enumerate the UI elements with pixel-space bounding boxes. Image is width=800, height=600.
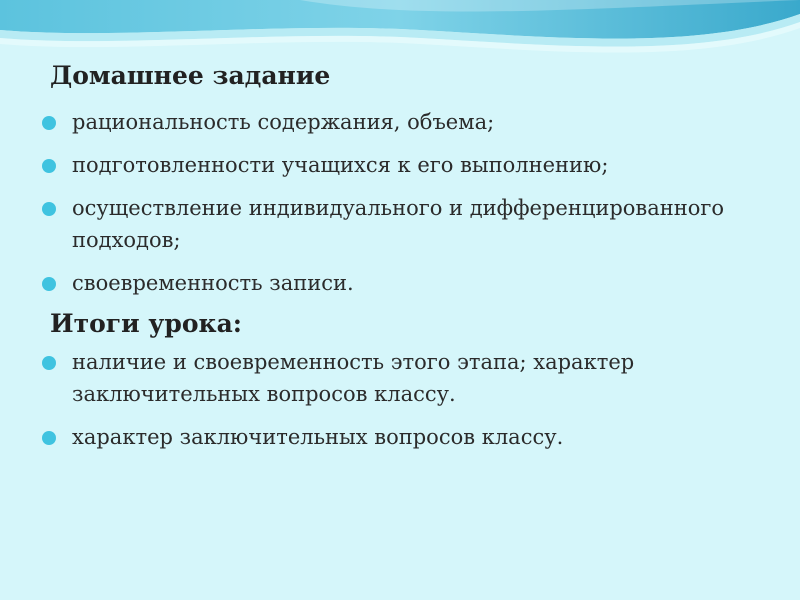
list-item-text: подготовленности учащихся к его выполнению;	[72, 153, 609, 177]
bullet-dot-icon	[42, 356, 56, 370]
bullet-dot-icon	[42, 116, 56, 130]
list-item-text: характер заключительных вопросов классу.	[72, 425, 564, 449]
list-item	[40, 346, 770, 410]
bullet-dot-icon	[42, 431, 56, 445]
list-item	[40, 421, 770, 453]
bullet-dot-icon	[42, 202, 56, 216]
lesson-results-list	[40, 346, 770, 464]
bullet-dot-icon	[42, 159, 56, 173]
homework-list	[40, 106, 770, 310]
list-item	[40, 192, 770, 256]
list-item-text: осуществление индивидуального и дифференцированного подходов;	[72, 196, 725, 252]
section-heading-lesson-results: Итоги урока:	[50, 309, 242, 338]
list-item	[40, 149, 770, 181]
list-item	[40, 267, 770, 299]
section-heading-homework: Домашнее задание	[50, 61, 331, 90]
list-item-text: своевременность записи.	[72, 271, 354, 295]
list-item	[40, 106, 770, 138]
list-item-text: рациональность содержания, объема;	[72, 110, 495, 134]
bullet-dot-icon	[42, 277, 56, 291]
list-item-text: наличие и своевременность этого этапа; характер заключительных вопросов классу.	[72, 350, 635, 406]
